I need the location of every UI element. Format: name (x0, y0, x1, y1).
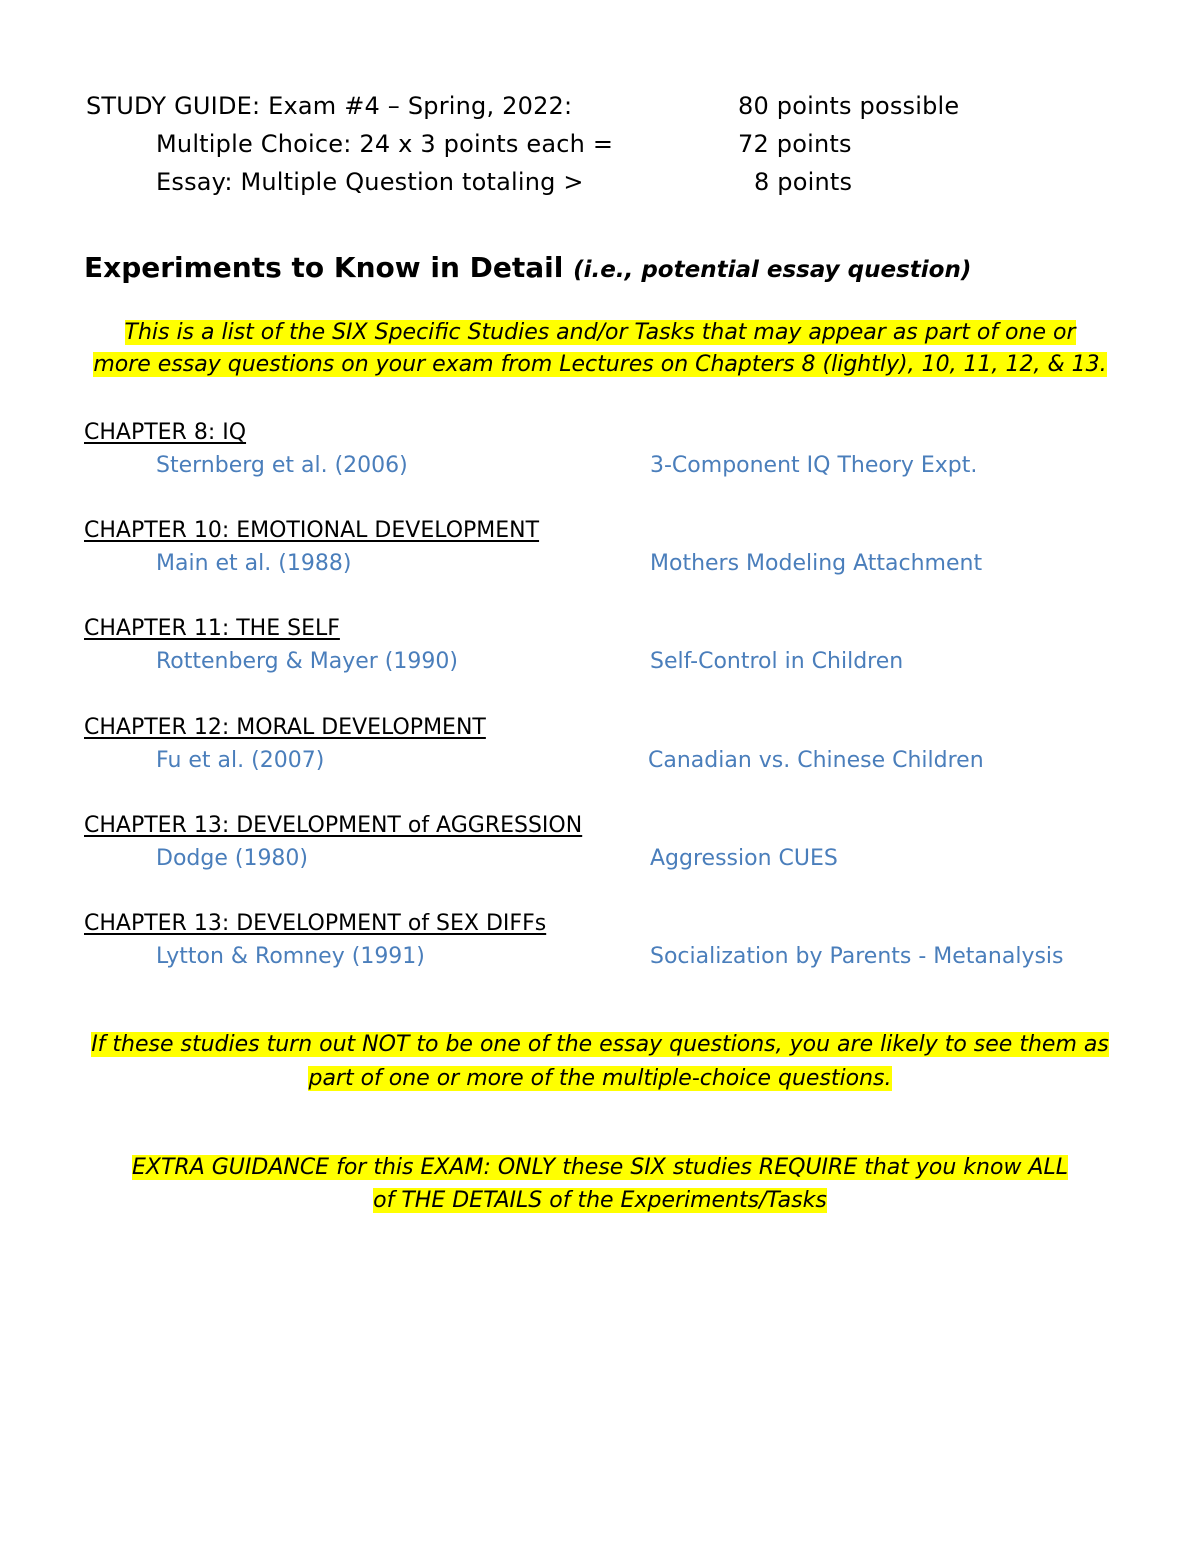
chapter-title: CHAPTER 13: DEVELOPMENT of AGGRESSION (84, 813, 583, 838)
chapter-study: Dodge (1980) (156, 846, 309, 871)
chapter-topic: Self-Control in Children (650, 649, 904, 674)
note1-line-1-text: If these studies turn out NOT to be one of the essay questions, you are likely to see them as (91, 1032, 1109, 1057)
chapter-topic: 3-Component IQ Theory Expt. (650, 453, 978, 478)
guide-title: STUDY GUIDE: Exam #4 – Spring, 2022: (86, 92, 573, 120)
section-heading-text: Experiments to Know in Detail (84, 251, 564, 284)
mc-label: Multiple Choice: 24 x 3 points each = (156, 130, 614, 158)
chapter-topic: Aggression CUES (650, 846, 838, 871)
chapter-topic: Mothers Modeling Attachment (650, 551, 983, 576)
intro-line-1-text: This is a list of the SIX Specific Studies and/or Tasks that may appear as part of one or (124, 320, 1076, 345)
essay-label: Essay: Multiple Question totaling > (156, 168, 584, 196)
mc-points: 72 points (738, 130, 852, 158)
intro-line-1 (60, 320, 1140, 345)
note2-line-1 (60, 1155, 1140, 1180)
chapter-study: Main et al. (1988) (156, 551, 352, 576)
total-points: 80 points possible (738, 92, 960, 120)
note2-line-1-text: EXTRA GUIDANCE for this EXAM: ONLY these SIX studies REQUIRE that you know ALL (132, 1155, 1068, 1180)
chapter-study: Fu et al. (2007) (156, 748, 325, 773)
note2-line-2 (60, 1188, 1140, 1213)
chapter-study: Rottenberg & Mayer (1990) (156, 649, 458, 674)
intro-line-2-text: more essay questions on your exam from Lectures on Chapters 8 (lightly), 10, 11, 12, & 13. (93, 352, 1107, 377)
chapter-study: Sternberg et al. (2006) (156, 453, 408, 478)
note1-line-2-text: part of one or more of the multiple-choice questions. (308, 1066, 892, 1091)
note2-line-2-text: of THE DETAILS of the Experiments/Tasks (373, 1188, 827, 1213)
chapter-title: CHAPTER 13: DEVELOPMENT of SEX DIFFs (84, 911, 547, 936)
chapter-title: CHAPTER 11: THE SELF (84, 616, 340, 641)
section-heading-note: (i.e., potential essay question) (573, 257, 972, 283)
note1-line-2 (60, 1066, 1140, 1091)
essay-points: 8 points (754, 168, 853, 196)
chapter-title: CHAPTER 10: EMOTIONAL DEVELOPMENT (84, 518, 540, 543)
chapter-title: CHAPTER 12: MORAL DEVELOPMENT (84, 715, 486, 740)
chapter-topic: Canadian vs. Chinese Children (648, 748, 984, 773)
chapter-study: Lytton & Romney (1991) (156, 944, 425, 969)
section-heading (84, 251, 971, 284)
chapter-topic: Socialization by Parents - Metanalysis (650, 944, 1064, 969)
note1-line-1 (60, 1032, 1140, 1057)
intro-line-2 (60, 352, 1140, 377)
chapter-title: CHAPTER 8: IQ (84, 420, 247, 445)
